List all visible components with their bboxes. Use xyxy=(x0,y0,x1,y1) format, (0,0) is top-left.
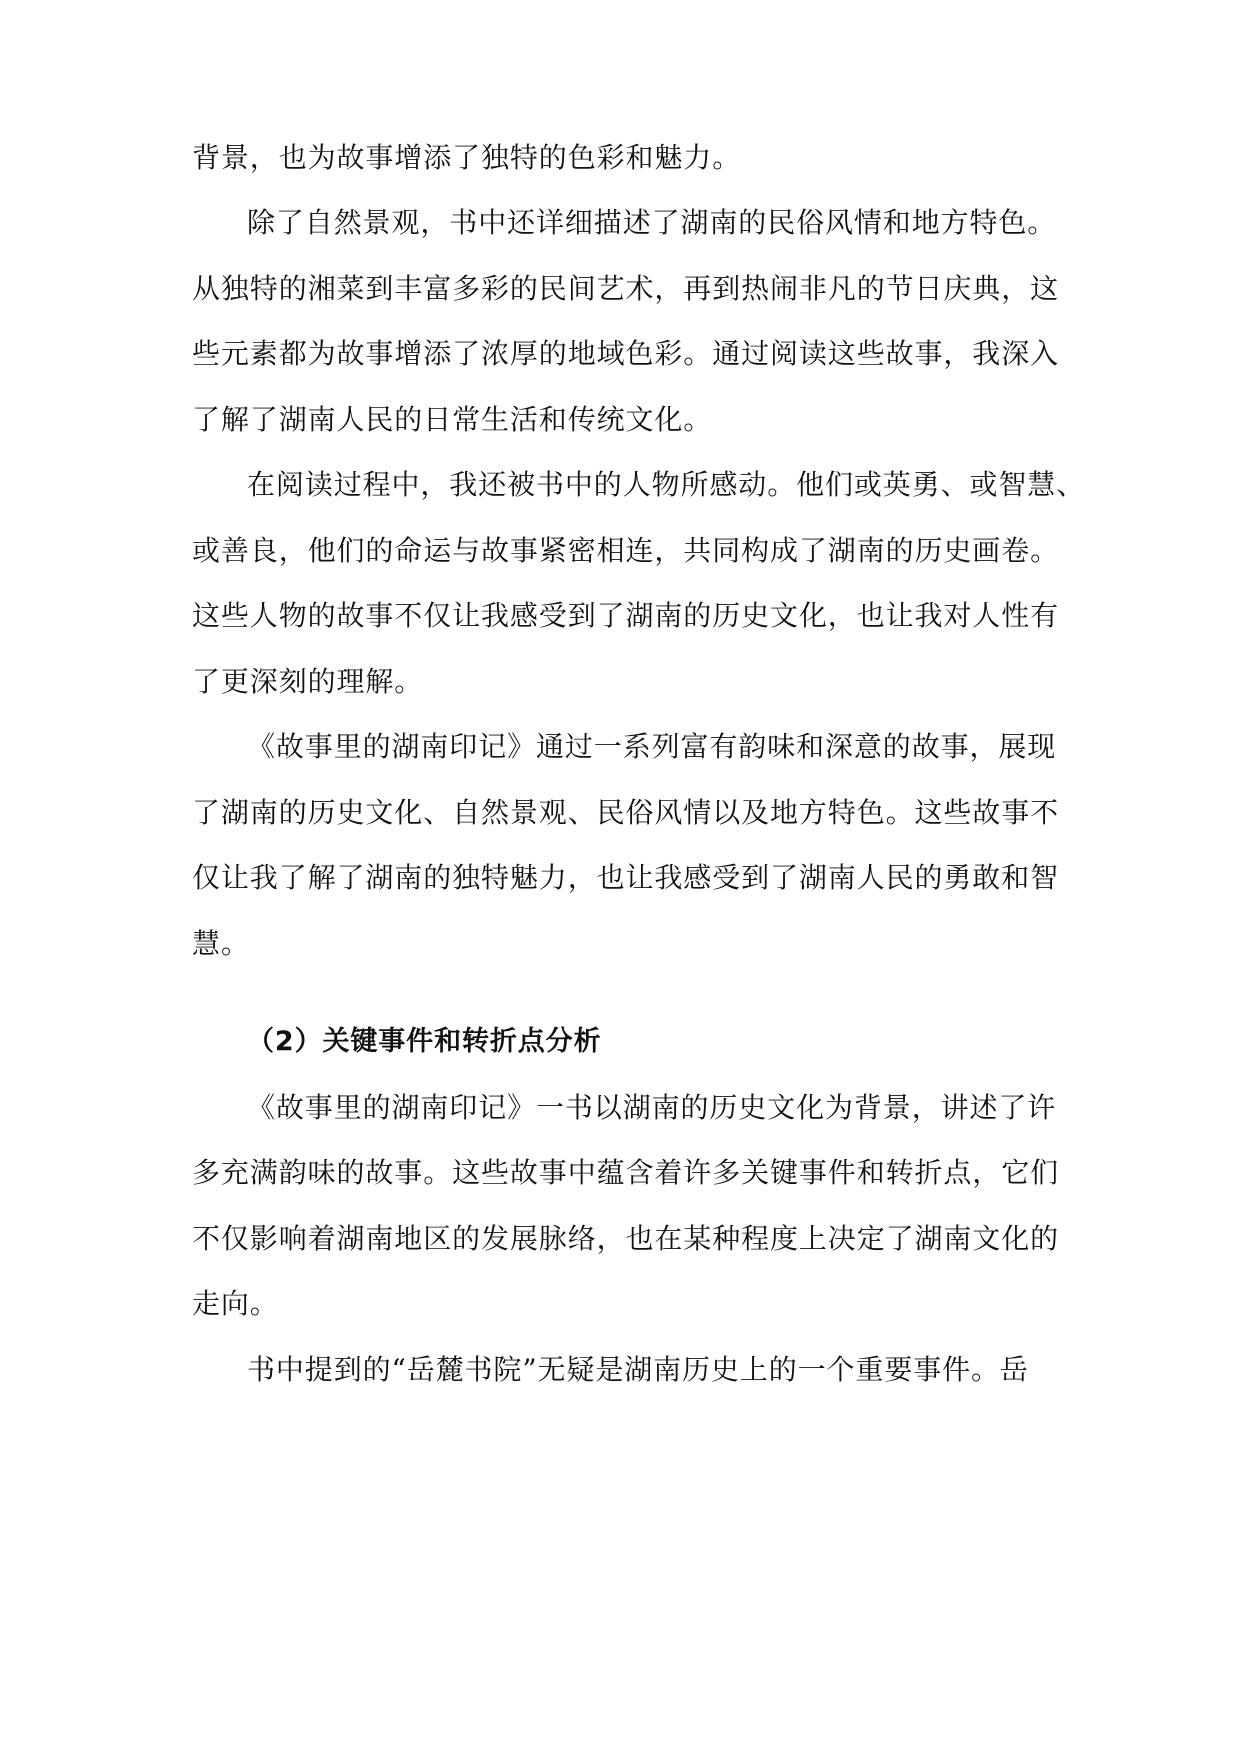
paragraph-line: 不仅影响着湖南地区的发展脉络，也在某种程度上决定了湖南文化的 xyxy=(192,1222,1060,1255)
paragraph-line: 书中提到的“岳麓书院”无疑是湖南历史上的一个重要事件。岳 xyxy=(247,1353,1029,1386)
paragraph-line: 《故事里的湖南印记》通过一系列富有韵味和深意的故事，展现 xyxy=(247,730,1057,763)
paragraph-line: 了更深刻的理解。 xyxy=(192,665,424,698)
paragraph-line: 这些人物的故事不仅让我感受到了湖南的历史文化，也让我对人性有 xyxy=(192,599,1060,632)
section-heading: （2）关键事件和转折点分析 xyxy=(247,1026,602,1057)
paragraph-line: 慧。 xyxy=(192,927,250,960)
paragraph-line: 从独特的湘菜到丰富多彩的民间艺术，再到热闹非凡的节日庆典，这 xyxy=(192,272,1060,305)
paragraph-line: 了解了湖南人民的日常生活和传统文化。 xyxy=(192,403,713,436)
paragraph-line: 背景，也为故事增添了独特的色彩和魅力。 xyxy=(192,141,742,174)
paragraph-line: 仅让我了解了湖南的独特魅力，也让我感受到了湖南人民的勇敢和智 xyxy=(192,861,1060,894)
paragraph-line: 走向。 xyxy=(192,1287,279,1320)
paragraph-line: 多充满韵味的故事。这些故事中蕴含着许多关键事件和转折点，它们 xyxy=(192,1156,1060,1189)
paragraph-line: 在阅读过程中，我还被书中的人物所感动。他们或英勇、或智慧、 xyxy=(247,468,1086,501)
paragraph-line: 《故事里的湖南印记》一书以湖南的历史文化为背景，讲述了许 xyxy=(247,1091,1057,1124)
paragraph-line: 了湖南的历史文化、自然景观、民俗风情以及地方特色。这些故事不 xyxy=(192,796,1060,829)
paragraph-line: 些元素都为故事增添了浓厚的地域色彩。通过阅读这些故事，我深入 xyxy=(192,337,1060,370)
paragraph-line: 或善良，他们的命运与故事紧密相连，共同构成了湖南的历史画卷。 xyxy=(192,534,1060,567)
paragraph-line: 除了自然景观，书中还详细描述了湖南的民俗风情和地方特色。 xyxy=(247,206,1057,239)
